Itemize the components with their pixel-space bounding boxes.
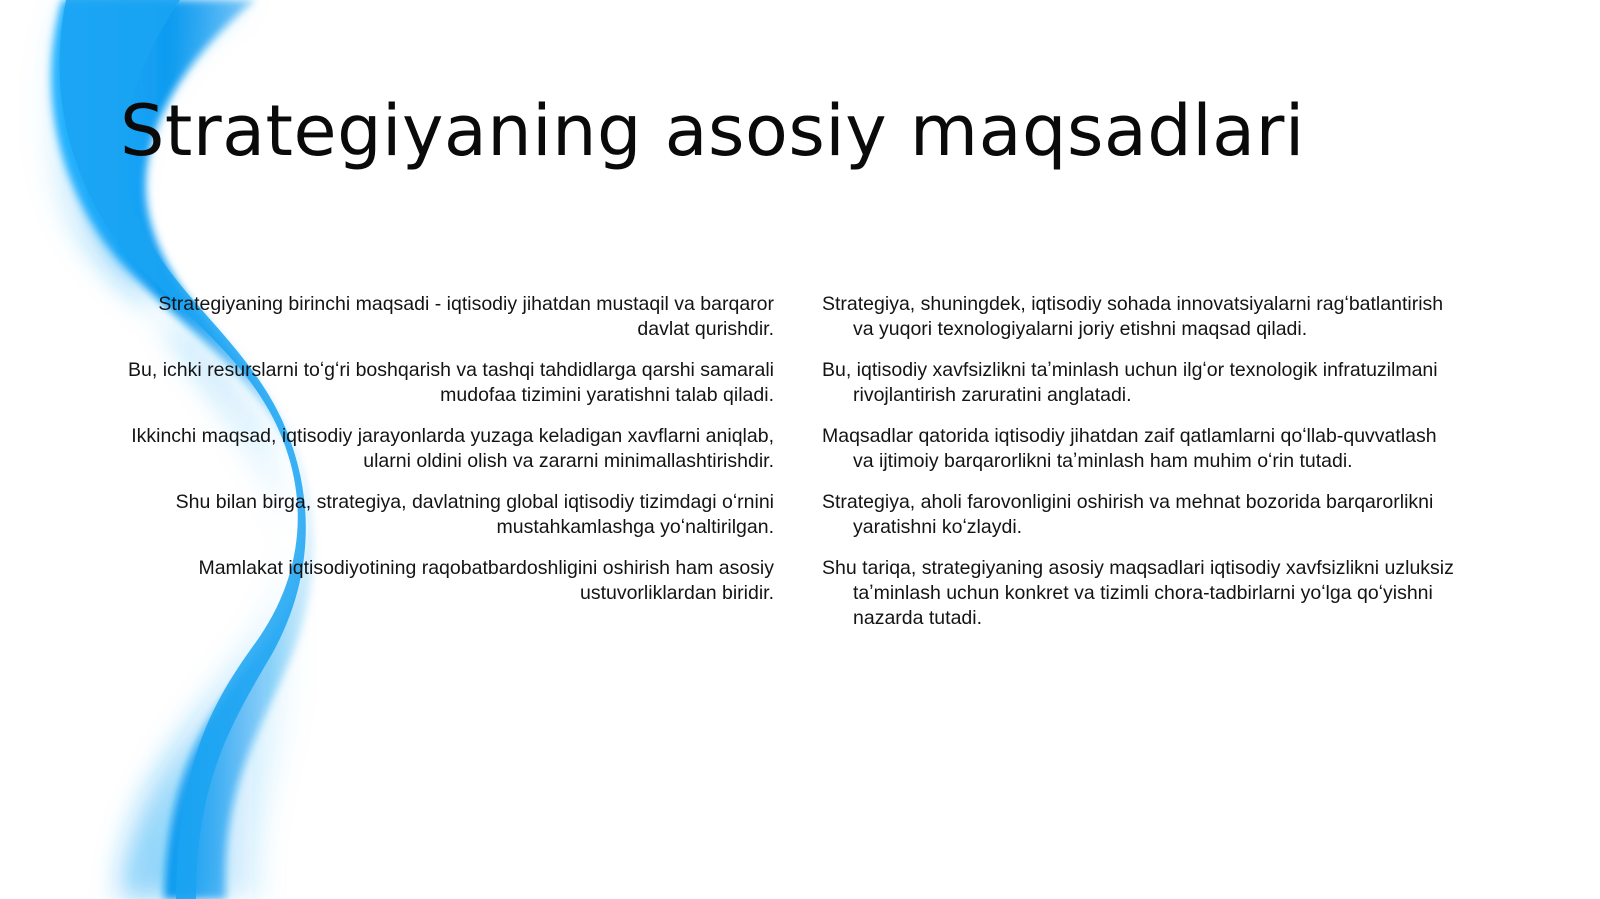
right-list-item: Maqsadlar qatorida iqtisodiy jihatdan zaif qatlamlarni qoʻllab-quvvatlash va ijtimoiy barqarorlikni taʼminlash ham muhim oʻrin tutadi.: [822, 425, 1437, 472]
left-list-item: Bu, ichki resurslarni toʻgʻri boshqarish va tashqi tahdidlarga qarshi samarali mudofaa tizimini yaratishni talab qiladi.: [128, 359, 774, 406]
right-list-item: Shu tariqa, strategiyaning asosiy maqsadlari iqtisodiy xavfsizlikni uzluksiz taʼminlash uchun konkret va tizimli chora-tadbirlarni yoʻlga qoʻyishni nazarda tutadi.: [822, 557, 1454, 629]
left-list-item: Ikkinchi maqsad, iqtisodiy jarayonlarda yuzaga keladigan xavflarni aniqlab, ularni oldini olish va zararni minimallashtirishdir.: [131, 425, 774, 472]
left-list-item: Mamlakat iqtisodiyotining raqobatbardoshligini oshirish ham asosiy ustuvorliklardan biridir.: [198, 557, 774, 604]
right-column-list: [822, 292, 1462, 647]
right-list-item: Strategiya, aholi farovonligini oshirish va mehnat bozorida barqarorlikni yaratishni koʻzlaydi.: [822, 491, 1434, 538]
right-list-item: Bu, iqtisodiy xavfsizlikni taʼminlash uchun ilgʻor texnologik infratuzilmani rivojlantirish zaruratini anglatadi.: [822, 359, 1438, 406]
left-column-list: [122, 292, 774, 622]
left-list-item: Shu bilan birga, strategiya, davlatning global iqtisodiy tizimdagi oʻrnini mustahkamlashga yoʻnaltirilgan.: [175, 491, 774, 538]
left-list-item: Strategiyaning birinchi maqsadi - iqtisodiy jihatdan mustaqil va barqaror davlat qurishdir.: [158, 293, 774, 340]
slide-title: Strategiyaning asosiy maqsadlari: [120, 90, 1305, 172]
right-list-item: Strategiya, shuningdek, iqtisodiy sohada innovatsiyalarni ragʻbatlantirish va yuqori texnologiyalarni joriy etishni maqsad qiladi.: [822, 293, 1444, 340]
